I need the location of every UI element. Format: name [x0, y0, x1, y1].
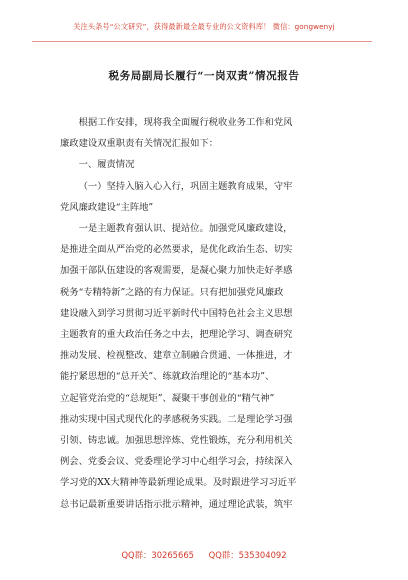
- paragraph-line: 推动发展、检视整改、建章立制融合贯通、一体推进，才: [60, 350, 293, 362]
- paragraph-line: 廉政建设双重职责有关情况汇报如下：: [60, 138, 219, 150]
- document-body: [60, 112, 352, 515]
- subsection-heading: 党风廉政建设“主阵地”: [60, 201, 154, 213]
- footer-qq-group-1: QQ群：30265665: [121, 550, 194, 560]
- paragraph-line: 学习党的XX大精神等最新理论成果。及时跟进学习习近平: [60, 477, 297, 489]
- paragraph-line: 主题教育的重大政治任务之中去，把理论学习、调查研究: [60, 329, 293, 341]
- paragraph-line: 加强干部队伍建设的客观需要，是凝心聚力加快走好孝感: [60, 265, 293, 277]
- paragraph-line: 推动实现中国式现代化的孝感税务实践。二是理论学习强: [60, 413, 293, 425]
- footer-contact: [0, 549, 408, 561]
- document-title: 税务局副局长履行“一岗双责”情况报告: [108, 70, 300, 82]
- paragraph-line: 一是主题教育强认识、提站位。加强党风廉政建设，: [78, 223, 293, 235]
- paragraph-line: 根据工作安排，现将我全面履行税收业务工作和党风: [78, 117, 293, 128]
- paragraph-line: 立起管党治党的“总规矩”、凝聚干事创业的“精气神”: [60, 392, 275, 404]
- subsection-heading: （一）坚持入脑入心入行，巩固主题教育成果，守牢: [78, 180, 293, 192]
- section-heading: 一、履责情况: [78, 159, 135, 171]
- paragraph-line: 引领、铸忠诚。加强思想淬炼、党性锻炼，充分利用机关: [60, 435, 293, 447]
- paragraph-line: 能拧紧思想的“总开关”、练就政治理论的“基本功”、: [60, 371, 275, 383]
- paragraph-line: 税务“专精特新”之路的有力保证。只有把加强党风廉政: [60, 286, 284, 298]
- paragraph-line: 是推进全面从严治党的必然要求，是优化政治生态、切实: [60, 244, 293, 256]
- paragraph-line: 建设融入到学习贯彻习近平新时代中国特色社会主义思想: [60, 307, 293, 319]
- header-divider: [32, 41, 372, 42]
- paragraph-line: 总书记最新重要讲话指示批示精神，通过理论武装，筑牢: [60, 498, 293, 510]
- header-banner: 关注头条号“公文研究”，获得最新最全最专业的公文资料库！ 微信：gongwenyj: [73, 22, 335, 31]
- paragraph-line: 例会、党委会议、党委理论学习中心组学习会，持续深入: [60, 456, 293, 468]
- footer-qq-group-2: QQ群：535304092: [208, 550, 287, 560]
